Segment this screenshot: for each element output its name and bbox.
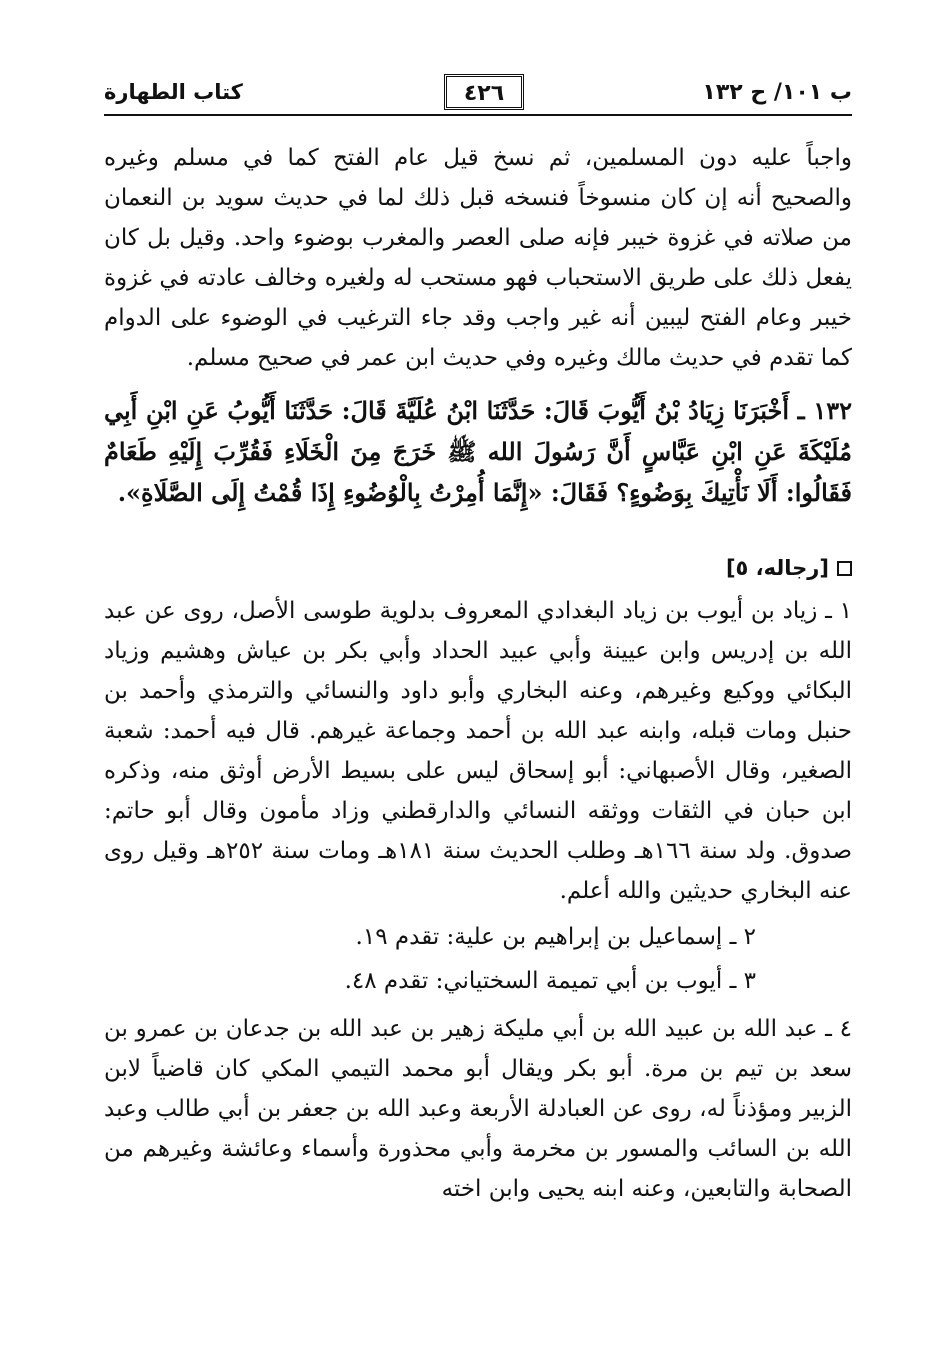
narrators-heading-label: [رجاله، ٥]	[725, 556, 829, 580]
page-header	[104, 0, 852, 116]
narrator-2-bio: ٢ ـ إسماعيل بن إبراهيم بن علية: تقدم ١٩.	[355, 924, 756, 950]
narrators-heading	[104, 551, 852, 585]
commentary-paragraph: واجباً عليه دون المسلمين، ثم نسخ قيل عام الفتح كما في مسلم وغيره والصحيح أنه إن كان منسوخاً فنسخه قبل ذلك لما في حديث سويد بن النعمان من صلاته في غزوة خيبر فإنه صلى العصر والمغرب بوضوء واحد. وقيل بل كان يفعل ذلك على طريق الاستحباب فهو مستحب له ولغيره وخالف عادته في غزوة خيبر وعام الفتح ليبين أنه غير واجب وقد جاء الترغيب في الوضوء على الدوام كما تقدم في حديث مالك وغيره وفي حديث ابن عمر في صحيح مسلم.	[104, 145, 852, 371]
book-title: كتاب الطهارة	[104, 80, 243, 104]
narrator-4-bio: ٤ ـ عبد الله بن عبيد الله بن أبي مليكة زهير بن عبد الله بن جدعان بن عمرو بن سعد بن تيم بن مرة. أبو بكر ويقال أبو محمد التيمي المكي كان قاضياً لابن الزبير ومؤذناً له، روى عن العبادلة الأربعة وعبد الله بن جعفر بن أبي طالب وعبد الله بن السائب والمسور بن مخرمة وأبي محذورة وأسماء وعائشة وغيرهم من الصحابة والتابعين، وعنه ابنه يحيى وابن اخته	[104, 1016, 852, 1202]
narrator-3-bio: ٣ ـ أيوب بن أبي تميمة السختياني: تقدم ٤٨.	[344, 968, 756, 994]
hadith-text: ١٣٢ ـ أَخْبَرَنَا زِيَادُ بْنُ أَيُّوبَ قَالَ: حَدَّثَنَا ابْنُ عُلَيَّةَ قَالَ: حَدَّثَنَا أَيُّوبُ عَنِ ابْنِ أَبِي مُلَيْكَةَ عَنِ ابْنِ عَبَّاسٍ أَنَّ رَسُولَ الله ﷺ خَرَجَ مِنَ الْخَلَاءِ فَقُرِّبَ إِلَيْهِ طَعَامٌ فَقَالُوا: أَلَا نَأْتِيكَ بِوَضُوءٍ؟ فَقَالَ: «إِنَّمَا أُمِرْتُ بِالْوُضُوءِ إِذَا قُمْتُ إِلَى الصَّلَاةِ».	[104, 396, 852, 507]
chapter-reference: ب ١٠١/ ح ١٣٢	[702, 80, 852, 105]
header-divider	[104, 114, 852, 116]
square-bullet-icon	[837, 561, 852, 576]
page-number: ٤٢٦	[444, 74, 524, 110]
narrator-1-bio: ١ ـ زياد بن أيوب بن زياد البغدادي المعروف بدلوية طوسى الأصل، روى عن عبد الله بن إدريس وابن عيينة وأبي عبيد الحداد وأبي بكر بن عياش وهشيم وزياد البكائي ووكيع وغيرهم، وعنه البخاري وأبو داود والنسائي والترمذي وأحمد بن حنبل ومات قبله، وابنه عبد الله بن أحمد وجماعة غيرهم. قال فيه أحمد: شعبة الصغير، وقال الأصبهاني: أبو إسحاق ليس على بسيط الأرض أوثق منه، وذكره ابن حبان في الثقات ووثقه النسائي والدارقطني وزاد مأمون وقال أبو حاتم: صدوق. ولد سنة ١٦٦هـ وطلب الحديث سنة ١٨١هـ ومات سنة ٢٥٢هـ وقيل روى عنه البخاري حديثين والله أعلم.	[104, 598, 853, 904]
